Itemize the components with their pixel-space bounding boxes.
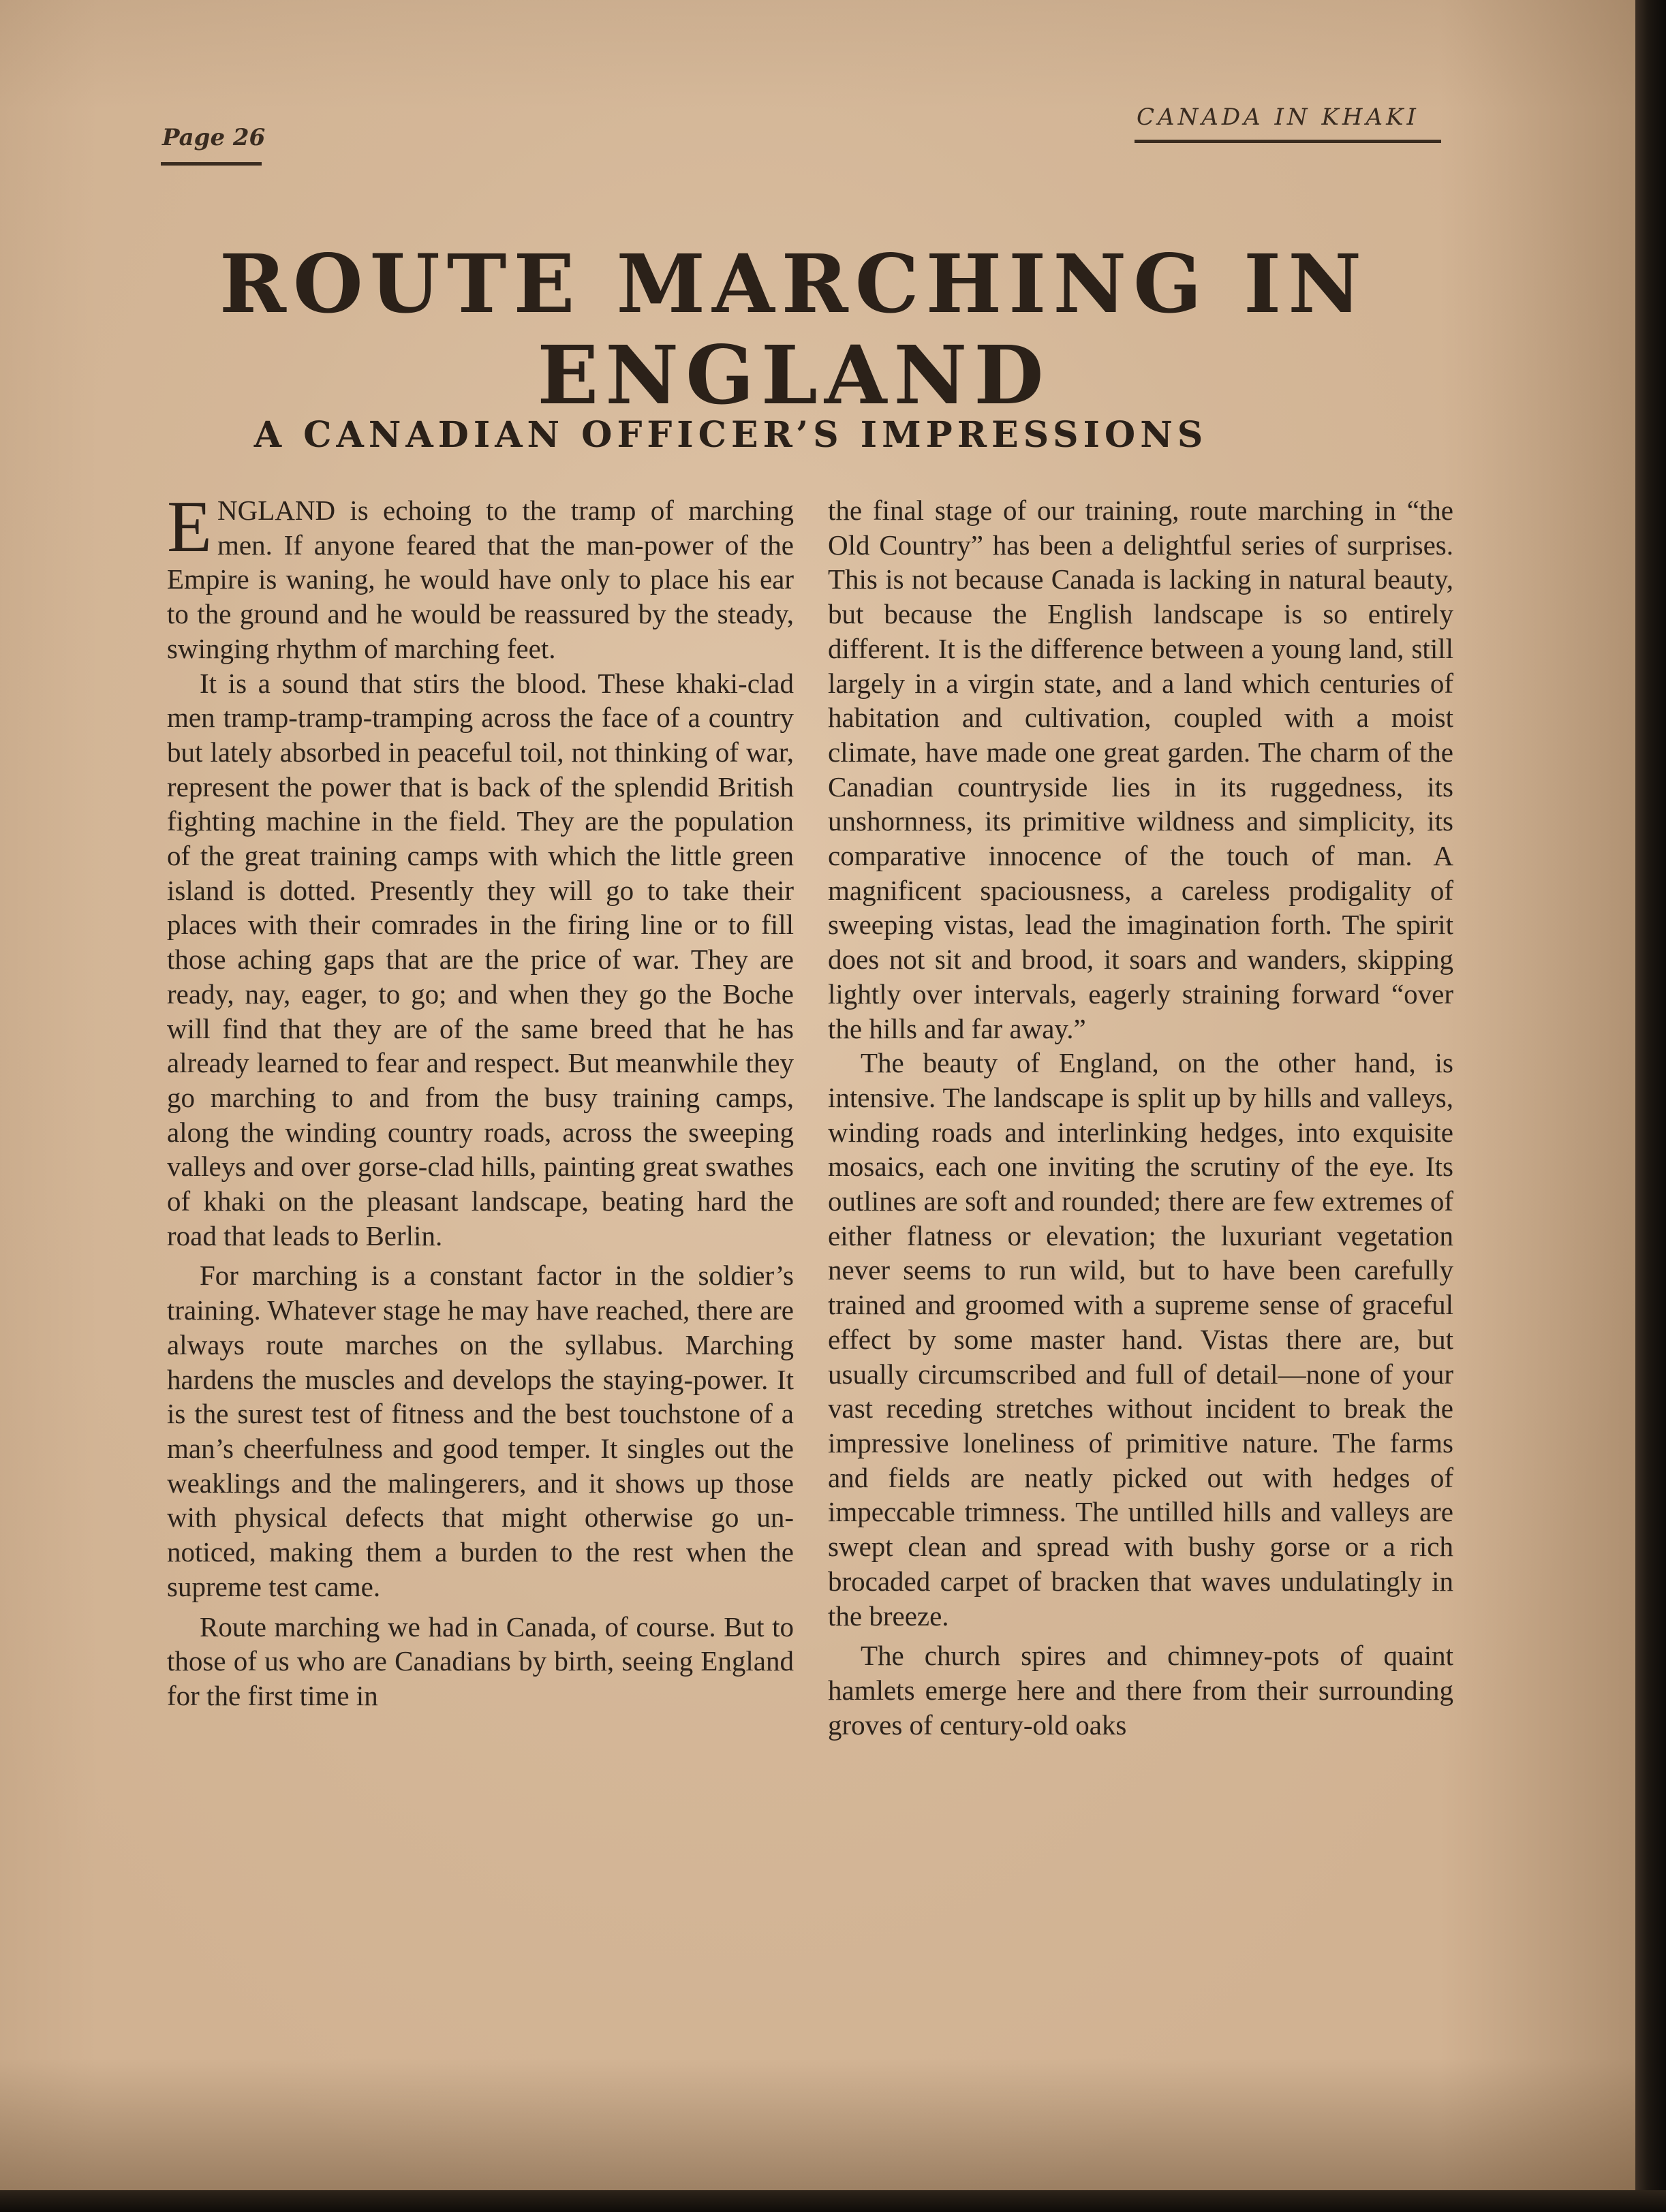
text-column-left <box>167 486 794 1713</box>
headline-line-2: ENGLAND <box>537 328 1051 422</box>
paragraph-1-text: NGLAND is echoing to the tramp of marching men. If anyone feared that the man-power of the Empire is waning, he would have only to place his ear to the ground and he would be reassured by the steady, swinging rhythm of marching feet. <box>167 495 794 664</box>
paragraph-6: The church spires and chimney-pots of quaint hamlets emerge here and there from their surrounding groves of century-old oaks <box>828 1640 1453 1741</box>
article-subheading: A CANADIAN OFFICER’S IMPRESSIONS <box>253 414 1208 456</box>
paragraph-5: The beauty of England, on the other hand, is intensive. The landscape is split up by hills and valleys, winding roads and interlinking hedges, into exquisite mosaics, each one inviting the scrutiny of the eye. Its outlines are soft and rounded; there are few extremes of either flatness or elevation; the luxuriant vegetation never seems to run wild, but to have been carefully trained and groomed with a supreme sense of graceful effect by some master hand. Vistas there are, but usually circumscribed and full of detail—none of your vast receding stretches without incident to break the impressive loneliness of primitive nature. The farms and fields are neatly picked out with hedges of impeccable trimness. The untilled hills and valleys are swept clean and spread with bushy gorse or a rich brocaded carpet of bracken that waves undulatingly in the breeze. <box>828 1047 1453 1632</box>
text-column-right <box>828 493 1453 1742</box>
publication-title: CANADA IN KHAKI <box>1137 104 1419 131</box>
paragraph-3: For marching is a constant factor in the soldier’s training. Whatever stage he may have reached, there are always route marches on the syllabus. Marching hardens the muscles and develops the staying-power. It is the surest test of fitness and the best touchstone of a man’s cheerfulness and good temper. It singles out the weaklings and the malingerers, and it shows up those with physical defects that might otherwise go unnoticed, making them a burden to the rest when the supreme test came. <box>167 1260 794 1602</box>
page-number-rule <box>161 162 262 166</box>
page-edge-right <box>1635 0 1666 2212</box>
publication-title-rule <box>1135 140 1441 143</box>
paragraph-1 <box>167 486 794 666</box>
drop-cap: E <box>167 486 212 567</box>
paragraph-2: It is a sound that stirs the blood. These khaki-clad men tramp-tramp-tramping across the face of a country but lately absorbed in peaceful toil, not thinking of war, represent the power that is back of the splendid British fighting machine in the field. They are the population of the great training camps with which the little green island is dotted. Presently they will go to take their places with their comrades in the firing line or to fill those aching gaps that are the price of war. They are ready, nay, eager, to go; and when they go the Boche will find that they are of the same breed that he has already learned to fear and respect. But meanwhile they go marching to and from the busy training camps, along the winding country roads, across the sweeping valleys and over gorse-clad hills, painting great swathes of khaki on the pleasant landscape, beating hard the road that leads to Berlin. <box>167 667 794 1251</box>
article-headline <box>136 238 1451 421</box>
paragraph-4: Route marching we had in Canada, of course. But to those of us who are Canadians by birth, seeing England for the first time in <box>167 1610 794 1711</box>
paragraph-4-continued: the final stage of our training, route marching in “the Old Country” has been a delightful series of surprises. This is not because Canada is lacking in natural beauty, but because the English landscape is so entirely different. It is the difference between a young land, still largely in a virgin state, and a land which centuries of habitation and cultivation, coupled with a moist climate, have made one great garden. The charm of the Canadian countryside lies in its ruggedness, its unshornness, its primitive wildness and simplicity, its comparative innocence of the touch of man. A magnificent spaciousness, a careless prodigality of sweeping vistas, lead the imagination forth. The spirit does not sit and brood, it soars and wanders, skipping lightly over intervals, eagerly straining forward “over the hills and far away.” <box>828 495 1453 1044</box>
page-edge-bottom <box>0 2190 1666 2212</box>
headline-line-1: ROUTE MARCHING IN <box>219 236 1369 331</box>
page-number: Page 26 <box>162 124 266 151</box>
